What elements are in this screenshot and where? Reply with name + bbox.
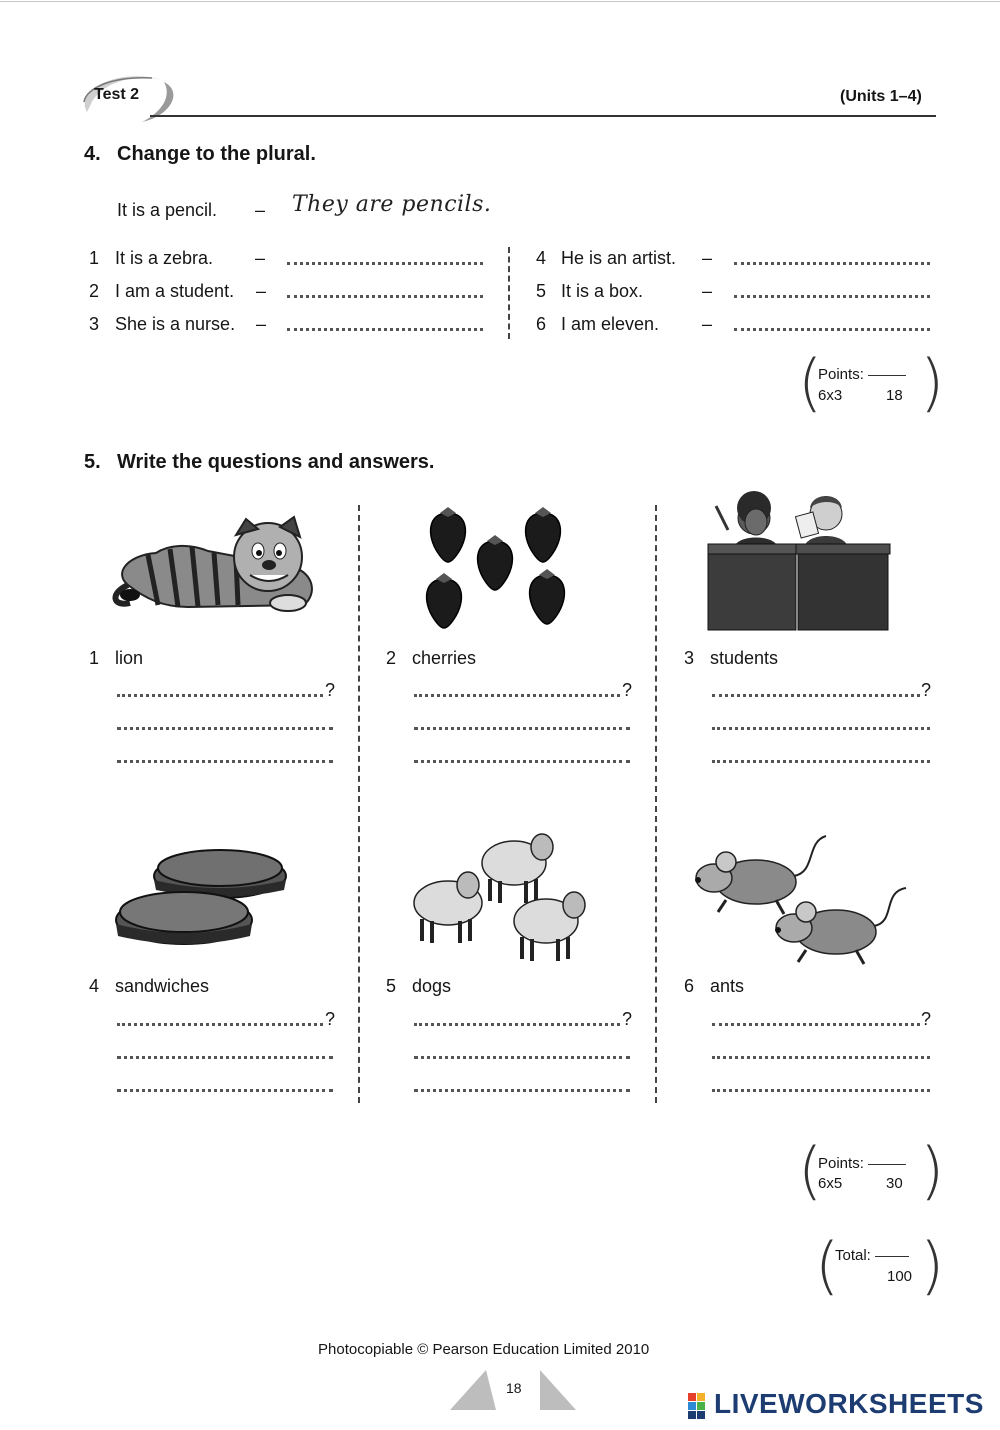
brand-logo-icon: [688, 1393, 712, 1417]
s4-item-num: 3: [89, 314, 100, 334]
points-label: Points:: [818, 364, 906, 385]
section5-title: Write the questions and answers.: [117, 451, 435, 473]
points-paren-left: (: [798, 346, 823, 419]
units-label: (Units 1–4): [840, 88, 922, 105]
answer-line-5a[interactable]: [414, 1056, 630, 1059]
s5-item-num: 5: [386, 976, 397, 996]
example-answer: They are pencils.: [292, 192, 492, 217]
s5-item-word: students: [710, 648, 779, 668]
section4-number: 4.: [84, 143, 101, 165]
question-line-2[interactable]: [414, 694, 620, 697]
points-formula: 6x3: [818, 387, 843, 404]
answer-line-3a[interactable]: [712, 727, 930, 730]
test-label: Test 2: [94, 86, 140, 103]
s4-item-text: I am eleven.: [561, 314, 660, 334]
total-max: 100: [887, 1268, 913, 1285]
answer-line-1[interactable]: [287, 262, 483, 265]
s4-item-num: 1: [89, 248, 100, 268]
lion-picture: [108, 515, 323, 615]
s4-item-dash: –: [702, 281, 713, 301]
s5-item-word: dogs: [412, 976, 452, 996]
answer-line-3[interactable]: [287, 328, 483, 331]
example-prompt: It is a pencil.: [117, 200, 218, 220]
answer-line-1b[interactable]: [117, 760, 333, 763]
total-paren-right: ): [920, 1229, 945, 1302]
sandwiches-picture: [112, 840, 287, 955]
s4-item-dash: –: [702, 248, 713, 268]
question-mark: ?: [325, 1009, 336, 1029]
s4-item-text: She is a nurse.: [115, 314, 236, 334]
s4-item-dash: –: [255, 248, 266, 268]
question-line-3[interactable]: [712, 694, 920, 697]
question-mark: ?: [622, 1009, 633, 1029]
section5-number: 5.: [84, 451, 101, 473]
cherries-picture: [420, 505, 570, 630]
question-line-1[interactable]: [117, 694, 323, 697]
top-border: [0, 1, 1000, 2]
answer-line-2[interactable]: [287, 295, 483, 298]
total-label: Total:: [835, 1245, 909, 1266]
question-mark: ?: [325, 680, 336, 700]
points-max: 18: [886, 387, 903, 404]
ants-picture: [686, 832, 911, 967]
s4-item-text: He is an artist.: [561, 248, 677, 268]
question-line-4[interactable]: [117, 1023, 323, 1026]
points-paren-right: ): [920, 1134, 945, 1207]
example-dash: –: [255, 200, 266, 220]
column-divider-1: [358, 505, 360, 1103]
s4-item-num: 4: [536, 248, 547, 268]
answer-line-4b[interactable]: [117, 1089, 333, 1092]
s4-item-dash: –: [702, 314, 713, 334]
answer-line-6b[interactable]: [712, 1089, 930, 1092]
page-number: 18: [506, 1380, 522, 1396]
s4-item-text: I am a student.: [115, 281, 235, 301]
points-paren-left: (: [798, 1134, 823, 1207]
s4-item-dash: –: [256, 281, 267, 301]
s4-item-text: It is a zebra.: [115, 248, 214, 268]
answer-line-3b[interactable]: [712, 760, 930, 763]
points-max: 30: [886, 1175, 903, 1192]
s5-item-word: lion: [115, 648, 144, 668]
header-rule: [150, 115, 936, 117]
brand-name: LIVEWORKSHEETS: [714, 1388, 984, 1419]
answer-line-6a[interactable]: [712, 1056, 930, 1059]
answer-line-4[interactable]: [734, 262, 930, 265]
s5-item-num: 6: [684, 976, 695, 996]
section4-divider: [508, 247, 510, 339]
students-picture: [706, 488, 892, 633]
section4-title: Change to the plural.: [117, 143, 316, 165]
total-paren-left: (: [815, 1229, 840, 1302]
s5-item-num: 2: [386, 648, 397, 668]
s4-item-num: 6: [536, 314, 547, 334]
s4-item-text: It is a box.: [561, 281, 644, 301]
answer-line-1a[interactable]: [117, 727, 333, 730]
copyright-text: Photocopiable © Pearson Education Limited 2010: [318, 1341, 650, 1358]
column-divider-2: [655, 505, 657, 1103]
question-mark: ?: [921, 680, 932, 700]
answer-line-6[interactable]: [734, 328, 930, 331]
points-paren-right: ): [920, 346, 945, 419]
s5-item-num: 3: [684, 648, 695, 668]
answer-line-4a[interactable]: [117, 1056, 333, 1059]
s5-item-word: cherries: [412, 648, 477, 668]
s5-item-num: 4: [89, 976, 100, 996]
s4-item-num: 2: [89, 281, 100, 301]
question-line-5[interactable]: [414, 1023, 620, 1026]
s5-item-word: sandwiches: [115, 976, 210, 996]
points-formula: 6x5: [818, 1175, 843, 1192]
answer-line-2b[interactable]: [414, 760, 630, 763]
s4-item-num: 5: [536, 281, 547, 301]
s5-item-num: 1: [89, 648, 100, 668]
answer-line-2a[interactable]: [414, 727, 630, 730]
s4-item-dash: –: [256, 314, 267, 334]
question-mark: ?: [622, 680, 633, 700]
answer-line-5[interactable]: [734, 295, 930, 298]
points-label: Points:: [818, 1153, 906, 1174]
answer-line-5b[interactable]: [414, 1089, 630, 1092]
s5-item-word: ants: [710, 976, 745, 996]
question-mark: ?: [921, 1009, 932, 1029]
question-line-6[interactable]: [712, 1023, 920, 1026]
dogs-picture: [400, 823, 595, 963]
